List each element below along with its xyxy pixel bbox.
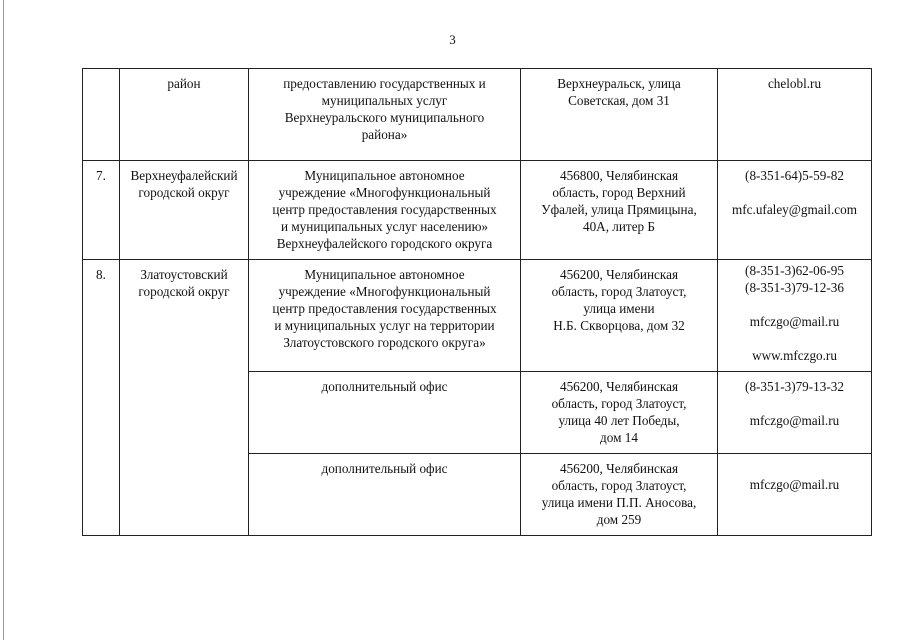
organization-line: дополнительный офис bbox=[321, 461, 448, 476]
organization-line: учреждение «Многофункциональный bbox=[278, 284, 491, 299]
organization-line: Верхнеуральского муниципального bbox=[284, 110, 485, 125]
email-text: mfczgo@mail.ru bbox=[749, 477, 840, 492]
organization-line: района» bbox=[361, 127, 408, 142]
organization-cell bbox=[249, 161, 521, 260]
spacer bbox=[722, 296, 867, 313]
organization-cell bbox=[249, 372, 521, 454]
address-line: Н.Б. Скворцова, дом 32 bbox=[553, 318, 685, 333]
address-line: дом 14 bbox=[600, 430, 638, 445]
address-cell bbox=[521, 454, 718, 536]
table-row bbox=[83, 69, 872, 161]
row-number: 7. bbox=[96, 168, 106, 183]
contacts-cell bbox=[718, 372, 872, 454]
address-line: область, город Златоуст, bbox=[551, 478, 687, 493]
address-line: 40А, литер Б bbox=[582, 219, 656, 234]
district-cell bbox=[120, 260, 249, 536]
address-line: 456200, Челябинская bbox=[559, 379, 679, 394]
mfc-table bbox=[82, 68, 872, 536]
contacts-cell bbox=[718, 260, 872, 372]
organization-line: Муниципальное автономное bbox=[304, 267, 465, 282]
page-edge-line bbox=[3, 0, 4, 640]
email-text: mfczgo@mail.ru bbox=[749, 314, 840, 329]
district-cell bbox=[120, 69, 249, 161]
email-text: mfc.ufaley@gmail.com bbox=[732, 202, 857, 217]
address-line: Советская, дом 31 bbox=[568, 93, 670, 108]
organization-line: муниципальных услуг bbox=[321, 93, 448, 108]
spacer bbox=[722, 184, 867, 201]
address-line: дом 259 bbox=[596, 512, 642, 527]
phone-text: (8-351-64)5-59-82 bbox=[745, 168, 844, 183]
website-text: www.mfczgo.ru bbox=[752, 348, 837, 363]
organization-line: предоставлению государственных и bbox=[283, 76, 486, 91]
district-label: городской округ bbox=[138, 284, 230, 299]
address-cell bbox=[521, 69, 718, 161]
spacer bbox=[722, 330, 867, 347]
district-label: Верхнеуфалейский bbox=[130, 168, 238, 183]
address-line: 456200, Челябинская bbox=[559, 461, 679, 476]
address-line: улица имени П.П. Аносова, bbox=[541, 495, 697, 510]
website-text: chelobl.ru bbox=[767, 76, 822, 91]
organization-cell bbox=[249, 454, 521, 536]
row-number: 8. bbox=[96, 267, 106, 282]
district-cell bbox=[120, 161, 249, 260]
district-label: район bbox=[167, 76, 201, 91]
address-cell bbox=[521, 161, 718, 260]
address-line: Уфалей, улица Прямицына, bbox=[541, 202, 697, 217]
organization-line: Верхнеуфалейского городского округа bbox=[276, 236, 493, 251]
table-row bbox=[83, 161, 872, 260]
contacts-cell bbox=[718, 454, 872, 536]
address-line: область, город Верхний bbox=[552, 185, 686, 200]
address-line: улица имени bbox=[583, 301, 655, 316]
organization-cell bbox=[249, 260, 521, 372]
address-line: 456200, Челябинская bbox=[559, 267, 679, 282]
organization-line: Муниципальное автономное bbox=[304, 168, 465, 183]
table-row bbox=[83, 260, 872, 372]
row-number-cell bbox=[83, 69, 120, 161]
address-line: область, город Златоуст, bbox=[551, 396, 687, 411]
address-line: 456800, Челябинская bbox=[559, 168, 679, 183]
phone-text: (8-351-3)79-13-32 bbox=[745, 379, 844, 394]
organization-line: центр предоставления государственных bbox=[272, 301, 497, 316]
row-number-cell bbox=[83, 260, 120, 536]
page-number: 3 bbox=[449, 32, 456, 47]
row-number-cell bbox=[83, 161, 120, 260]
address-line: область, город Златоуст, bbox=[551, 284, 687, 299]
organization-cell bbox=[249, 69, 521, 161]
spacer bbox=[722, 395, 867, 412]
phone-text: (8-351-3)62-06-95 bbox=[745, 263, 844, 278]
organization-line: центр предоставления государственных bbox=[272, 202, 497, 217]
email-text: mfczgo@mail.ru bbox=[749, 413, 840, 428]
organization-line: учреждение «Многофункциональный bbox=[278, 185, 491, 200]
phone-text: (8-351-3)79-12-36 bbox=[745, 280, 844, 295]
organization-line: и муниципальных услуг населению» bbox=[280, 219, 489, 234]
district-label: Златоустовский bbox=[140, 267, 228, 282]
address-cell bbox=[521, 372, 718, 454]
organization-line: и муниципальных услуг на территории bbox=[274, 318, 495, 333]
contacts-cell bbox=[718, 161, 872, 260]
address-line: улица 40 лет Победы, bbox=[558, 413, 680, 428]
organization-line: дополнительный офис bbox=[321, 379, 448, 394]
organization-line: Златоустовского городского округа» bbox=[283, 335, 486, 350]
district-label: городской округ bbox=[138, 185, 230, 200]
contacts-cell bbox=[718, 69, 872, 161]
address-cell bbox=[521, 260, 718, 372]
address-line: Верхнеуральск, улица bbox=[557, 76, 681, 91]
